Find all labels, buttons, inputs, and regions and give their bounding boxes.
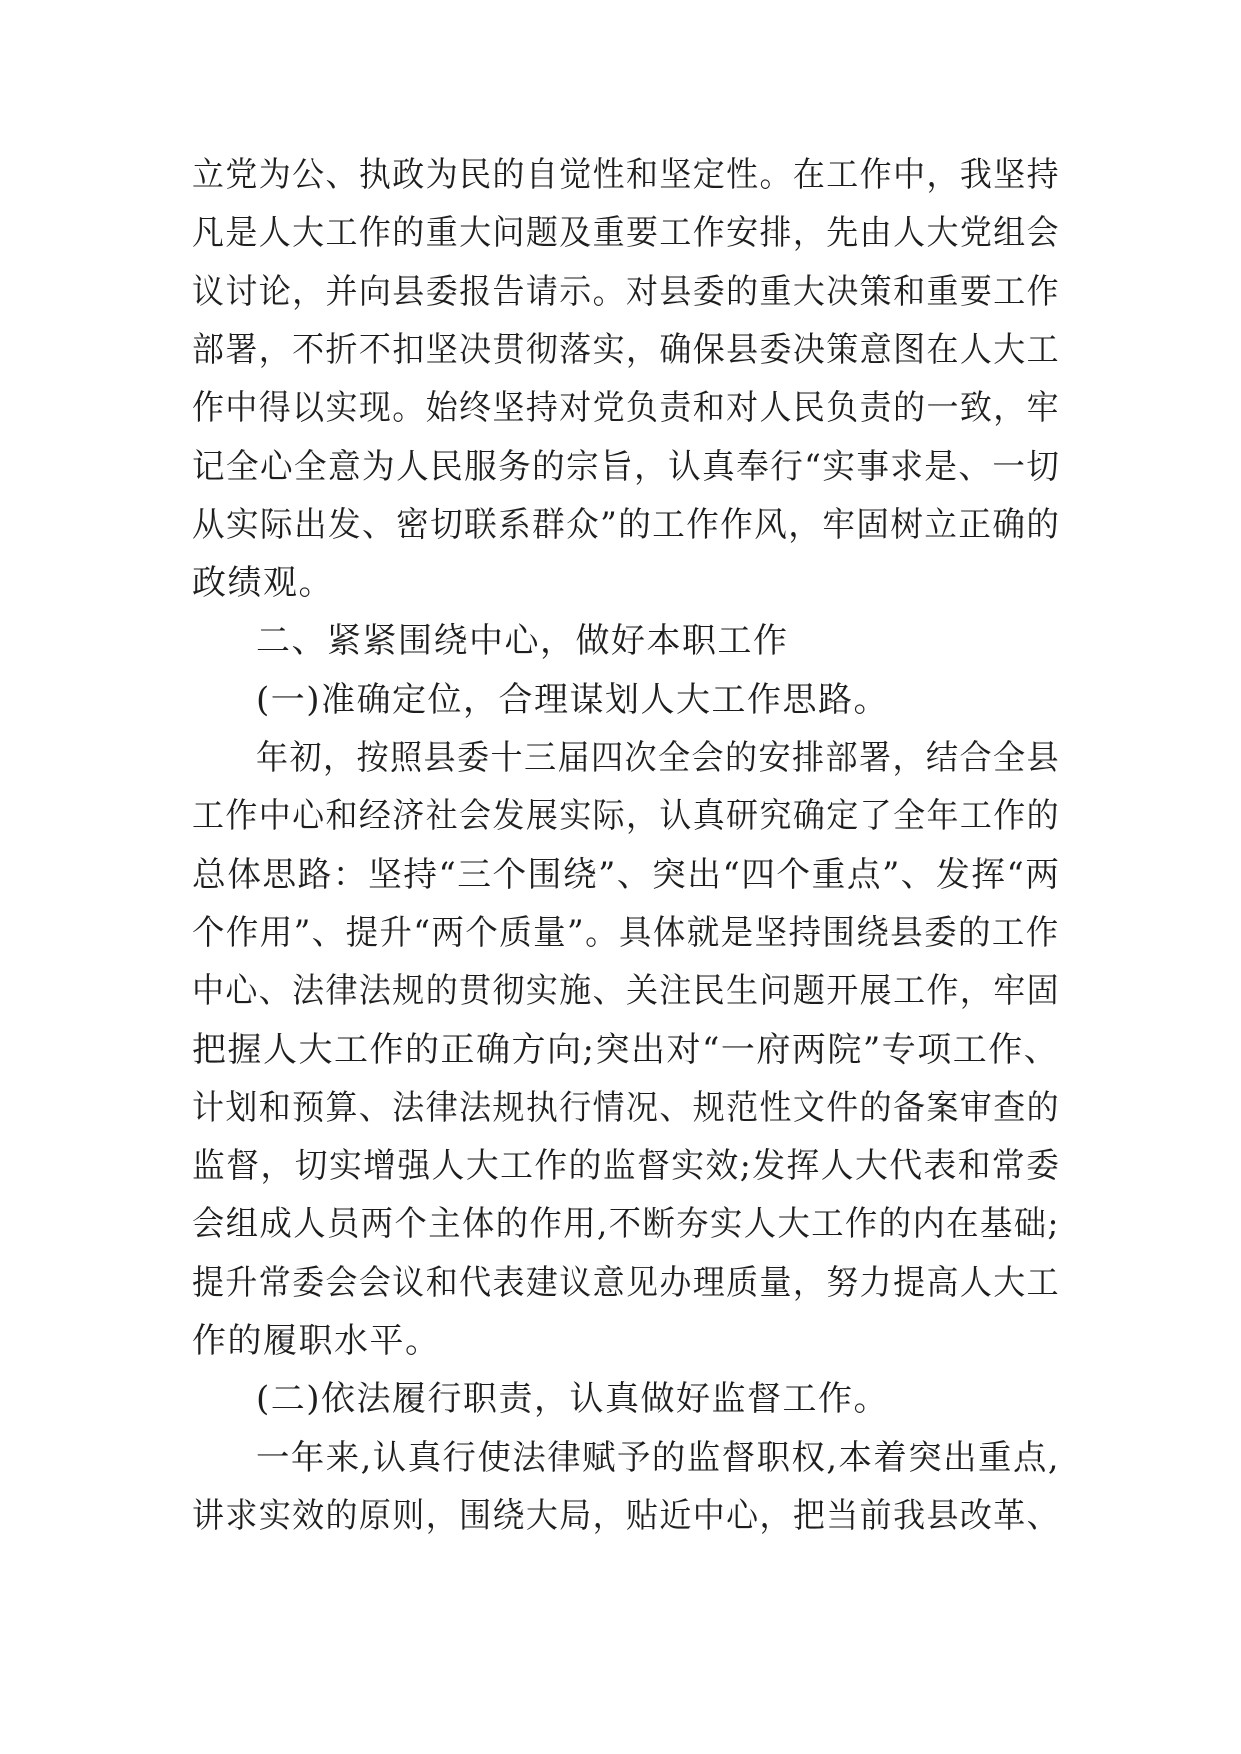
text-line: 作中得以实现。始终坚持对党负责和对人民负责的一致，牢 (192, 388, 1060, 428)
text-line: 提升常委会会议和代表建议意见办理质量，努力提高人大工 (192, 1263, 1060, 1303)
text-line: 年初，按照县委十三届四次全会的安排部署，结合全县 (256, 738, 1061, 778)
text-line: 会组成人员两个主体的作用,不断夯实人大工作的内在基础; (192, 1204, 1060, 1244)
text-line: 中心、法律法规的贯彻实施、关注民生问题开展工作，牢固 (192, 971, 1060, 1011)
text-line: 作的履职水平。 (192, 1321, 441, 1361)
text-line: 计划和预算、法律法规执行情况、规范性文件的备案审查的 (192, 1088, 1060, 1128)
text-line: 议讨论，并向县委报告请示。对县委的重大决策和重要工作 (192, 272, 1060, 312)
text-line: 立党为公、执政为民的自觉性和坚定性。在工作中，我坚持 (192, 155, 1060, 195)
text-line: 讲求实效的原则，围绕大局，贴近中心，把当前我县改革、 (192, 1496, 1060, 1536)
text-line: 把握人大工作的正确方向;突出对“一府两院”专项工作、 (192, 1030, 1060, 1070)
text-line: 政绩观。 (192, 563, 334, 603)
text-line: 一年来,认真行使法律赋予的监督职权,本着突出重点, (256, 1438, 1060, 1478)
text-line: 工作中心和经济社会发展实际，认真研究确定了全年工作的 (192, 796, 1060, 836)
text-line: 个作用”、提升“两个质量”。具体就是坚持围绕县委的工作 (192, 913, 1060, 953)
text-line: 部署，不折不扣坚决贯彻落实，确保县委决策意图在人大工 (192, 330, 1060, 370)
text-line: 监督，切实增强人大工作的监督实效;发挥人大代表和常委 (192, 1146, 1061, 1186)
subsection-heading: (二)依法履行职责，认真做好监督工作。 (256, 1379, 890, 1419)
text-line: 从实际出发、密切联系群众”的工作作风，牢固树立正确的 (192, 505, 1061, 545)
text-line: 凡是人大工作的重大问题及重要工作安排，先由人大党组会 (192, 213, 1060, 253)
text-line: 记全心全意为人民服务的宗旨，认真奉行“实事求是、一切 (192, 447, 1061, 487)
section-heading: 二、紧紧围绕中心，做好本职工作 (256, 621, 789, 661)
text-line: 总体思路：坚持“三个围绕”、突出“四个重点”、发挥“两 (192, 855, 1061, 895)
subsection-heading: (一)准确定位，合理谋划人大工作思路。 (256, 680, 890, 720)
